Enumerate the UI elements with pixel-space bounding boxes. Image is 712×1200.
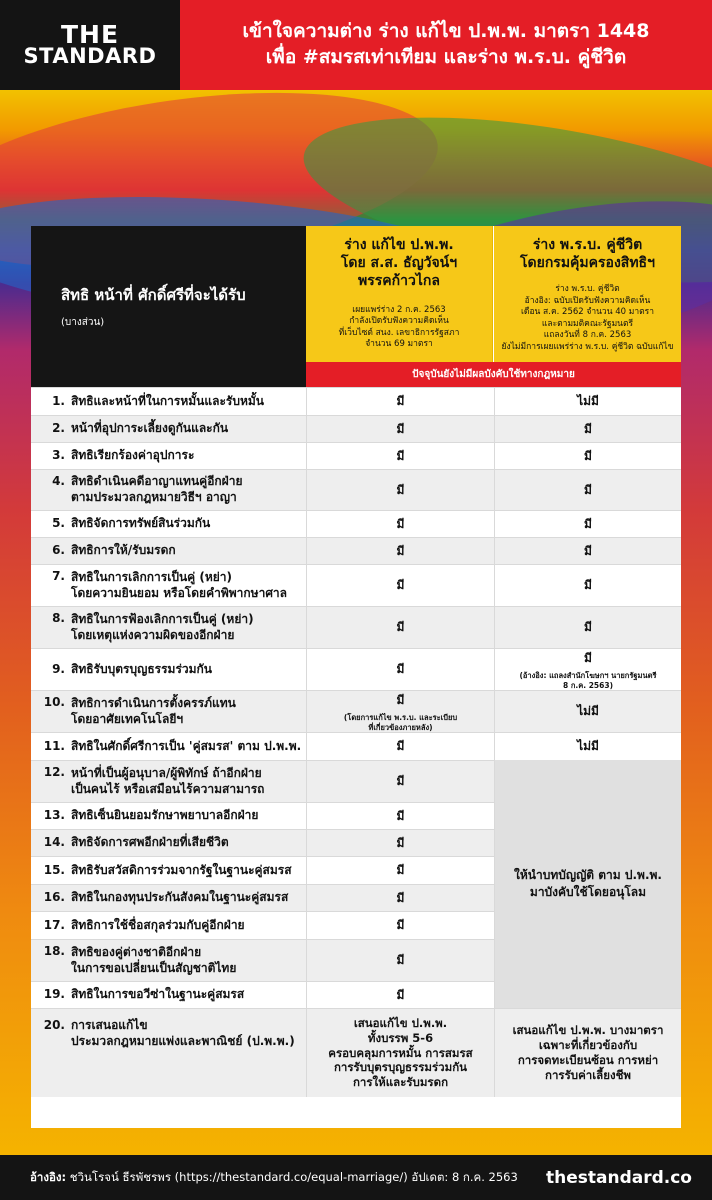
page-title	[180, 0, 712, 90]
partnership-value: ไม่มี	[577, 394, 599, 408]
row-label: สิทธิการดำเนินการตั้งครรภ์แทน โดยอาศัยเทคโนโลยีฯ	[71, 695, 236, 726]
row-number: 19.	[43, 987, 65, 1002]
civil-code-value: มี	[396, 808, 405, 823]
row-number: 5.	[52, 516, 65, 531]
row-label: สิทธิในการเลิกการเป็นคู่ (หย่า) โดยความยินยอม หรือโดยคำพิพากษาศาล	[71, 569, 288, 600]
row-label: สิทธิรับสวัสดิการร่วมจากรัฐในฐานะคู่สมรส	[71, 862, 292, 877]
partnership-value: มี	[584, 578, 592, 592]
partnership-value-cell	[494, 538, 681, 564]
right-label-cell	[31, 982, 306, 1008]
partnership-value-cell	[494, 691, 681, 732]
logo-line2: STANDARD	[23, 43, 157, 68]
row-label: สิทธิการใช้ชื่อสกุลร่วมกับคู่อีกฝ่าย	[71, 917, 245, 932]
table-row	[31, 469, 681, 510]
table-row	[31, 510, 681, 537]
civil-code-value-cell	[306, 470, 494, 510]
row-label: สิทธิเรียกร้องค่าอุปการะ	[71, 448, 195, 463]
right-label-cell	[31, 885, 306, 911]
civil-code-value: มี	[396, 421, 405, 436]
reference-label: อ้างอิง:	[30, 1169, 67, 1184]
row-number: 18.	[43, 944, 65, 958]
table-row	[31, 564, 681, 606]
site-url: thestandard.co	[546, 1167, 692, 1188]
row-label: สิทธิและหน้าที่ในการหมั้นและรับหมั้น	[71, 393, 265, 408]
row-label: สิทธิจัดการศพอีกฝ่ายที่เสียชีวิต	[71, 835, 229, 850]
right-label-cell	[31, 912, 306, 939]
col1-name: ร่าง แก้ไข ป.พ.พ. โดย ส.ส. ธัญวัจน์ฯ พรรคก้าวไกล	[340, 237, 458, 290]
row-number: 6.	[52, 543, 65, 558]
partnership-value-cell	[494, 607, 681, 648]
partnership-value-cell	[494, 1009, 681, 1097]
table-row	[31, 415, 681, 442]
row-number: 4.	[52, 474, 65, 488]
partnership-value: ไม่มี	[577, 704, 599, 718]
row-number: 14.	[43, 835, 65, 850]
right-label-cell	[31, 607, 306, 648]
row-label: การเสนอแก้ไข ประมวลกฎหมายแพ่งและพาณิชย์ (ป.พ.พ.)	[71, 1018, 295, 1048]
row-number: 3.	[52, 448, 65, 463]
right-label-cell	[31, 857, 306, 884]
civil-code-value-cell	[306, 691, 494, 732]
row-number: 20.	[43, 1018, 65, 1032]
partnership-value-cell	[494, 511, 681, 537]
col2-name: ร่าง พ.ร.บ. คู่ชีวิต โดยกรมคุ้มครองสิทธิฯ	[520, 237, 655, 272]
civil-code-value: มี	[396, 482, 405, 497]
row-label: สิทธิในการฟ้องเลิกการเป็นคู่ (หย่า) โดยเหตุแห่งความผิดของอีกฝ่าย	[71, 611, 254, 642]
civil-code-value-cell	[306, 511, 494, 537]
partnership-value: มี	[584, 482, 592, 497]
row-number: 13.	[43, 808, 65, 823]
table-head-rights	[31, 226, 306, 387]
row-number: 10.	[43, 695, 65, 709]
partnership-value: ไม่มี	[577, 739, 599, 753]
partnership-value-cell	[494, 733, 681, 760]
header	[0, 0, 712, 90]
civil-code-value-cell	[306, 940, 494, 981]
row-number: 17.	[43, 917, 65, 932]
partnership-merged-value	[494, 760, 681, 1008]
table-row	[31, 387, 681, 415]
table-head-civil-partnership-draft	[494, 226, 681, 362]
partnership-value: เสนอแก้ไข ป.พ.พ. บางมาตรา เฉพาะที่เกี่ยวข้องกับ การจดทะเบียนซ้อน การหย่า การรับค่าเลี้ยงชีพ	[512, 1023, 664, 1082]
row-number: 9.	[52, 661, 65, 676]
row-label: สิทธิรับบุตรบุญธรรมร่วมกัน	[71, 661, 213, 676]
partnership-value: มี	[584, 620, 592, 634]
row-label: สิทธิการให้/รับมรดก	[71, 543, 176, 558]
civil-code-value: มี	[396, 835, 405, 850]
head-left-subtitle: (บางส่วน)	[61, 317, 105, 328]
right-label-cell	[31, 511, 306, 537]
civil-code-value-cell	[306, 443, 494, 469]
civil-code-value: มี	[396, 692, 405, 707]
partnership-value: มี	[584, 516, 592, 531]
row-number: 15.	[43, 862, 65, 877]
civil-code-value-cell	[306, 857, 494, 884]
civil-code-value-cell	[306, 538, 494, 564]
civil-code-value: มี	[396, 987, 405, 1002]
right-label-cell	[31, 649, 306, 690]
civil-code-value-cell	[306, 982, 494, 1008]
partnership-value: มี	[584, 421, 592, 436]
civil-code-value: มี	[396, 953, 405, 967]
row-label: หน้าที่เป็นผู้อนุบาล/ผู้พิทักษ์ ถ้าอีกฝ่าย เป็นคนไร้ หรือเสมือนไร้ความสามารถ	[71, 765, 265, 796]
reference	[30, 1169, 518, 1187]
partnership-value: มี	[584, 543, 592, 558]
right-label-cell	[31, 1009, 306, 1097]
civil-code-value: มี	[396, 543, 405, 558]
partnership-value-cell	[494, 565, 681, 606]
row-label: สิทธิในการขอวีซ่าในฐานะคู่สมรส	[71, 987, 245, 1002]
col2-desc: ร่าง พ.ร.บ. คู่ชีวิต อ้างอิง: ฉบับเปิดรับฟังความคิดเห็น เดือน ส.ค. 2562 จำนวน 40 มาตรา และตามมติคณะรัฐมนตรี แถลงวันที่ 8 ก.ค. 2563 ยังไม่มีการเผยแพร่ร่าง พ.ร.บ. คู่ชีวิต ฉบับแก้ไข	[501, 284, 674, 352]
civil-code-value: มี	[396, 890, 405, 905]
table-row	[31, 442, 681, 469]
civil-code-value: มี	[396, 516, 405, 531]
right-label-cell	[31, 416, 306, 442]
civil-code-value-cell	[306, 885, 494, 911]
civil-code-note: (โดยการแก้ไข พ.ร.บ. และระเบียบ ที่เกี่ยวข้องภายหลัง)	[343, 712, 458, 732]
civil-code-value-cell	[306, 649, 494, 690]
partnership-value-cell	[494, 388, 681, 415]
partnership-value: มี	[584, 650, 592, 665]
title-line2: เพื่อ #สมรสเท่าเทียม และร่าง พ.ร.บ. คู่ชีวิต	[265, 46, 627, 68]
row-number: 2.	[52, 421, 65, 436]
civil-code-value: มี	[396, 448, 405, 463]
row-number: 12.	[43, 765, 65, 779]
civil-code-value-cell	[306, 803, 494, 829]
table-row	[31, 648, 681, 690]
right-label-cell	[31, 803, 306, 829]
title-line1: เข้าใจความต่าง ร่าง แก้ไข ป.พ.พ. มาตรา 1448	[242, 20, 650, 43]
not-yet-enforced-banner: ปัจจุบันยังไม่มีผลบังคับใช้ทางกฎหมาย	[306, 362, 681, 387]
civil-code-value-cell	[306, 912, 494, 939]
head-left-title: สิทธิ หน้าที่ ศักดิ์ศรีที่จะได้รับ	[61, 286, 246, 304]
row-number: 7.	[52, 569, 65, 583]
civil-code-value-cell	[306, 416, 494, 442]
partnership-note: (อ้างอิง: แถลงสำนักโฆษกฯ นายกรัฐมนตรี 8 ก.ค. 2563)	[519, 670, 657, 690]
row-number: 1.	[52, 393, 65, 408]
right-label-cell	[31, 940, 306, 981]
partnership-value-cell	[494, 443, 681, 469]
civil-code-value-cell	[306, 565, 494, 606]
merged-text: ให้นำบทบัญญัติ ตาม ป.พ.พ. มาบังคับใช้โดยอนุโลม	[513, 867, 662, 899]
table-row	[31, 690, 681, 732]
row-label: สิทธิดำเนินคดีอาญาแทนคู่อีกฝ่าย ตามประมวลกฎหมายวิธีฯ อาญา	[71, 474, 243, 504]
row-label: สิทธิในศักดิ์ศรีการเป็น 'คู่สมรส' ตาม ป.พ.พ.	[71, 738, 302, 753]
civil-code-value: มี	[396, 662, 405, 676]
right-label-cell	[31, 733, 306, 760]
civil-code-value: มี	[396, 578, 405, 592]
civil-code-value-cell	[306, 733, 494, 760]
right-label-cell	[31, 443, 306, 469]
col1-desc: เผยแพร่ร่าง 2 ก.ค. 2563 กำลังเปิดรับฟังความคิดเห็น ที่เว็บไซต์ สนง. เลขาธิการรัฐสภา จำนวน 69 มาตรา	[338, 304, 460, 349]
civil-code-value-cell	[306, 1009, 494, 1097]
civil-code-value: มี	[396, 863, 405, 877]
civil-code-value: มี	[396, 620, 405, 634]
partnership-value: มี	[584, 448, 592, 463]
row-label: สิทธิเซ็นยินยอมรักษาพยาบาลอีกฝ่าย	[71, 808, 259, 823]
right-label-cell	[31, 538, 306, 564]
row-label: สิทธิของคู่ต่างชาติอีกฝ่าย ในการขอเปลี่ยนเป็นสัญชาติไทย	[71, 944, 237, 975]
partnership-value-cell	[494, 416, 681, 442]
partnership-value-cell	[494, 470, 681, 510]
table-row	[31, 606, 681, 648]
civil-code-value: เสนอแก้ไข ป.พ.พ. ทั้งบรรพ 5-6 ครอบคลุมการหมั้น การสมรส การรับบุตรบุญธรรมร่วมกัน การให้และรับมรดก	[328, 1015, 473, 1090]
right-label-cell	[31, 565, 306, 606]
partnership-value-cell	[494, 649, 681, 690]
row-number: 8.	[52, 611, 65, 625]
footer	[0, 1155, 712, 1200]
right-label-cell	[31, 830, 306, 856]
row-label: สิทธิในกองทุนประกันสังคมในฐานะคู่สมรส	[71, 890, 289, 905]
civil-code-value-cell	[306, 761, 494, 802]
reference-text: ชวินโรจน์ ธีรพัชรพร (https://thestandard.co/equal-marriage/) อัปเดต: 8 ก.ค. 2563	[66, 1169, 518, 1184]
logo-line1: THE	[60, 20, 120, 50]
row-label: หน้าที่อุปการะเลี้ยงดูกันและกัน	[71, 421, 229, 436]
table-row	[31, 732, 681, 760]
civil-code-value-cell	[306, 830, 494, 856]
row-label: สิทธิจัดการทรัพย์สินร่วมกัน	[71, 516, 211, 531]
civil-code-value: มี	[396, 394, 405, 408]
table-row	[31, 537, 681, 564]
civil-code-value-cell	[306, 607, 494, 648]
right-label-cell	[31, 691, 306, 732]
civil-code-value: มี	[396, 918, 405, 932]
civil-code-value: มี	[396, 774, 405, 788]
comparison-table	[31, 226, 681, 1128]
civil-code-value: มี	[396, 739, 405, 753]
table-row	[31, 1008, 681, 1097]
right-label-cell	[31, 388, 306, 415]
right-label-cell	[31, 470, 306, 510]
logo	[0, 0, 180, 90]
row-number: 11.	[43, 738, 65, 753]
civil-code-value-cell	[306, 388, 494, 415]
right-label-cell	[31, 761, 306, 802]
row-number: 16.	[43, 890, 65, 905]
table-head-civil-code-draft	[306, 226, 493, 362]
